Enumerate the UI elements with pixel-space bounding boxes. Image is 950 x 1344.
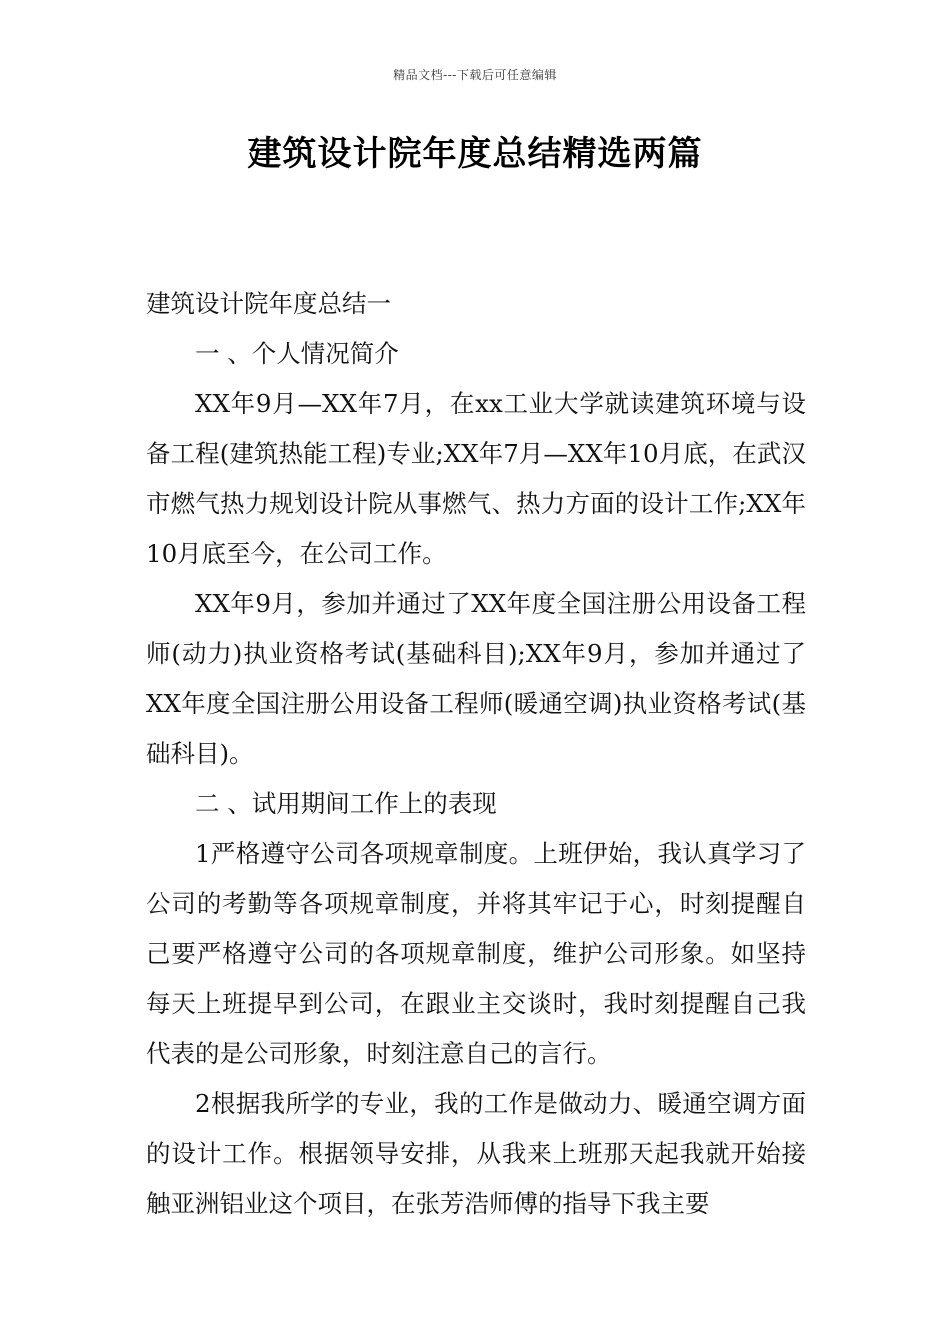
document-body [146,279,806,1229]
body-paragraph: 2根据我所学的专业，我的工作是做动力、暖通空调方面的设计工作。根据领导安排，从我来上班那天起我就开始接触亚洲铝业这个项目，在张芳浩师傅的指导下我主要 [146,1089,806,1218]
document-title: 建筑设计院年度总结精选两篇 [247,134,703,174]
body-paragraph: XX年9月，参加并通过了XX年度全国注册公用设备工程师(动力)执业资格考试(基础科目);XX年9月，参加并通过了XX年度全国注册公用设备工程师(暖通空调)执业资格考试(基础科目)。 [146,589,806,768]
body-paragraph: XX年9月—XX年7月，在xx工业大学就读建筑环境与设备工程(建筑热能工程)专业;XX年7月—XX年10月底，在武汉市燃气热力规划设计院从事燃气、热力方面的设计工作;XX年10月底至今，在公司工作。 [146,389,806,568]
section-heading: 建筑设计院年度总结一 [146,289,391,318]
header-note: 精品文档---下载后可任意编辑 [393,68,557,82]
body-paragraph: 1严格遵守公司各项规章制度。上班伊始，我认真学习了公司的考勤等各项规章制度，并将其牢记于心，时刻提醒自己要严格遵守公司的各项规章制度，维护公司形象。如坚持每天上班提早到公司，在跟业主交谈时，我时刻提醒自己我代表的是公司形象，时刻注意自己的言行。 [146,839,806,1068]
subsection-heading: 一 、个人情况简介 [195,339,399,368]
subsection-heading: 二 、试用期间工作上的表现 [195,789,497,818]
